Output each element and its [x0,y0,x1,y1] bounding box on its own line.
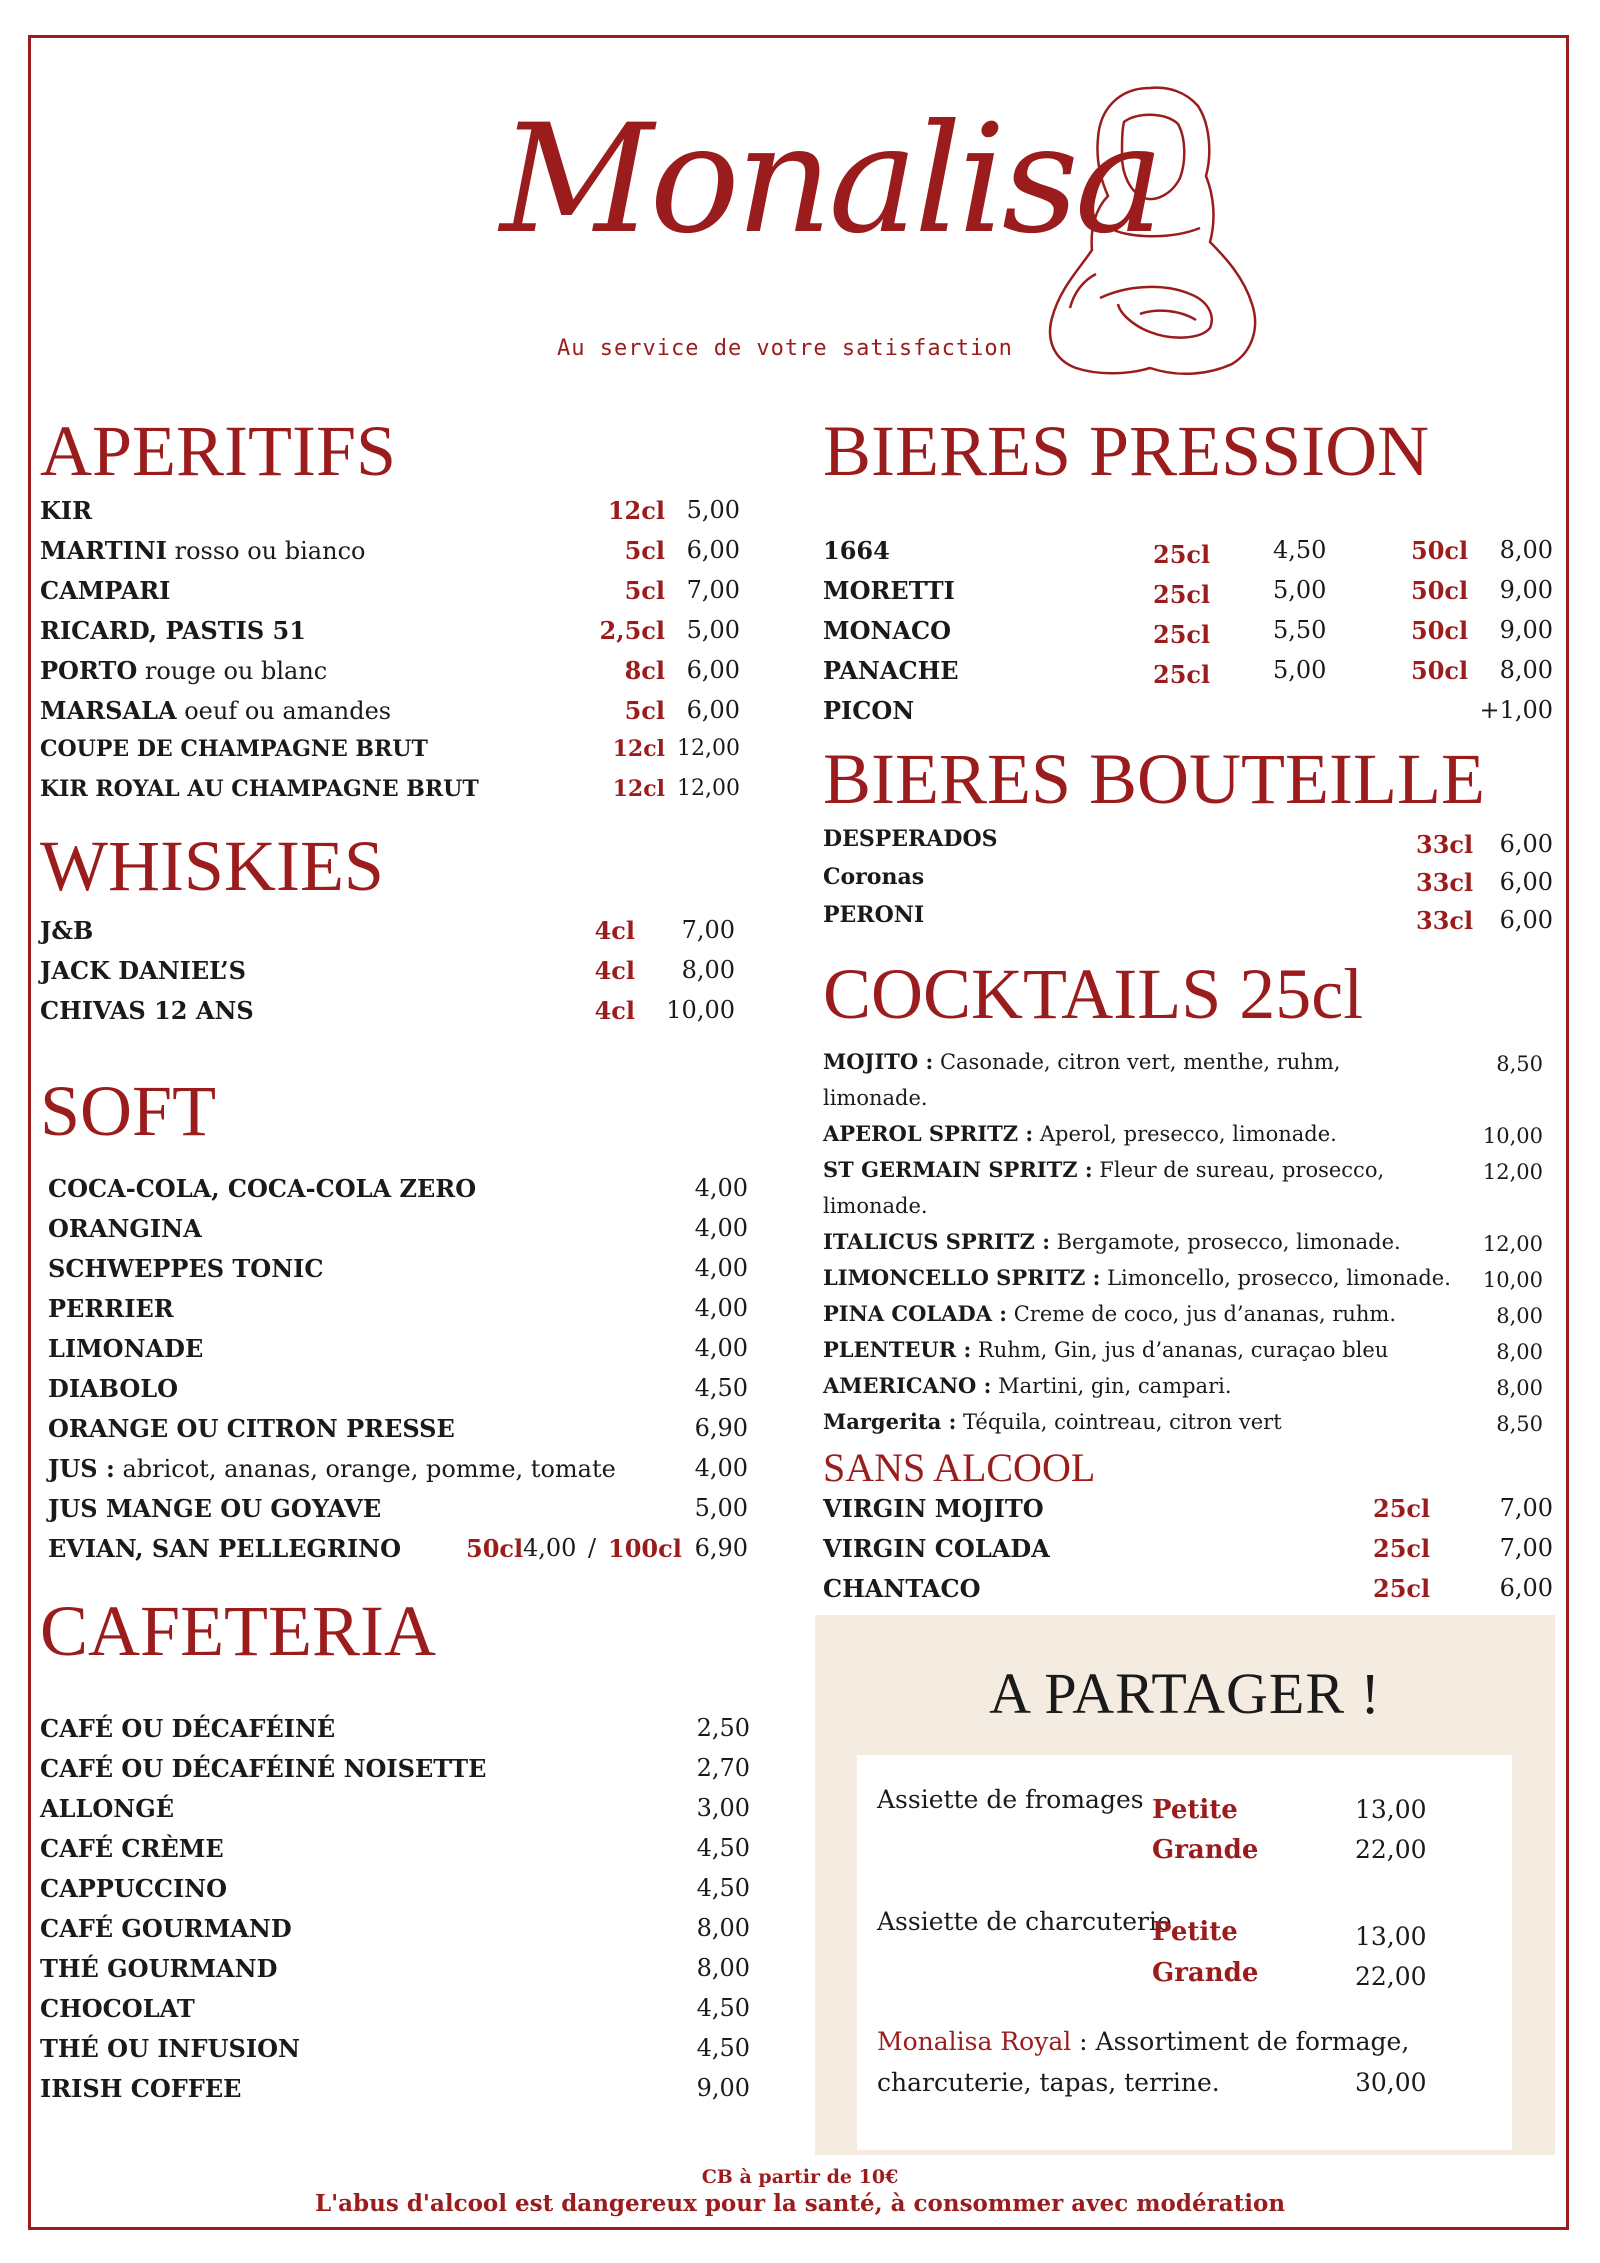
item-volume: 50cl [1411,656,1469,685]
cocktail-name [823,1044,1340,1080]
menu-row [823,1488,1553,1528]
menu-row [48,1448,748,1488]
cocktail-price: 8,00 [1496,1376,1543,1400]
fromages-price-large: 22,00 [1355,1835,1427,1864]
item-volume: 33cl [1416,830,1474,859]
menu-row [823,1528,1553,1568]
item-price: 7,00 [1499,1534,1553,1562]
item-volume: 5cl [624,696,665,725]
cocktail-title: ITALICUS SPRITZ : [823,1229,1050,1254]
item-name: THÉ GOURMAND [40,1954,278,1983]
menu-row [823,690,1553,730]
item-volume: 25cl [1373,1494,1431,1523]
item-volume: 5cl [624,536,665,565]
item-price: 7,00 [686,576,740,604]
menu-row [40,530,740,570]
item-price: 6,00 [1499,830,1553,858]
cocktail-row [823,1260,1543,1296]
soft-list [48,1168,748,1568]
menu-row [48,1208,748,1248]
cocktail-price: 8,50 [1496,1412,1543,1436]
item-price: 8,00 [1499,656,1553,684]
item-name: JUS : abricot, ananas, orange, pomme, tomate [48,1454,616,1483]
item-volume: 50cl [1411,536,1469,565]
cocktail-title: LIMONCELLO SPRITZ : [823,1265,1101,1290]
item-price: +1,00 [1479,696,1553,724]
item-name: CAFÉ OU DÉCAFÉINÉ [40,1714,336,1743]
menu-row [40,1708,760,1748]
item-volume: 50cl [1411,616,1469,645]
menu-row [40,730,740,770]
menu-row [823,610,1553,650]
cocktail-desc: Casonade, citron vert, menthe, ruhm, [933,1050,1341,1074]
cocktail-name [823,1152,1384,1188]
cocktail-row [823,1368,1543,1404]
item-volume: 12cl [607,496,665,525]
item-separator: / [588,1534,597,1562]
item-volume: 100cl [608,1534,682,1563]
item-price: 5,00 [1273,576,1327,604]
pression-heading: BIERES PRESSION [823,411,1430,491]
cocktail-price: 8,00 [1496,1304,1543,1328]
cocktail-title: PLENTEUR : [823,1337,972,1362]
item-name: LIMONADE [48,1334,204,1363]
item-price: 2,50 [696,1714,750,1742]
item-price: 7,00 [681,916,735,944]
item-volume: 25cl [1373,1574,1431,1603]
royal-price: 30,00 [1355,2068,1427,2097]
item-name: IRISH COFFEE [40,2074,242,2103]
cocktail-desc: Martini, gin, campari. [991,1374,1232,1398]
item-name: VIRGIN COLADA [823,1534,1050,1563]
cocktail-desc: Ruhm, Gin, jus d’ananas, curaçao bleu [971,1338,1389,1362]
menu-row [40,570,740,610]
menu-row [823,570,1553,610]
item-volume: 8cl [624,656,665,685]
cocktail-desc: Creme de coco, jus d’ananas, ruhm. [1007,1302,1397,1326]
menu-row [823,530,1553,570]
aperitifs-list [40,490,740,810]
charcuterie-size-large: Grande [1152,1958,1259,1988]
item-price: 8,00 [681,956,735,984]
sans-alcool-list [823,1488,1553,1608]
cocktail-row [823,1296,1543,1332]
item-name: DIABOLO [48,1374,179,1403]
item-volume: 50cl [1411,576,1469,605]
cocktail-row [823,1224,1543,1260]
cocktail-price: 10,00 [1482,1124,1543,1148]
item-price: 4,00 [694,1294,748,1322]
cocktail-price: 12,00 [1482,1232,1543,1256]
item-name: PICON [823,696,915,725]
item-price: 4,00 [694,1454,748,1482]
cocktail-desc-continued: limonade. [823,1194,928,1218]
royal-line-1 [877,2027,1409,2056]
footer-payment-note: CB à partir de 10€ [701,2166,899,2188]
item-name: PERONI [823,902,925,928]
cocktail-row [823,1116,1543,1152]
soft-heading: SOFT [40,1071,217,1151]
cocktail-name [823,1296,1396,1332]
menu-row [48,1488,748,1528]
item-name: Coronas [823,864,925,890]
item-desc: rouge ou blanc [137,657,328,685]
item-name: COUPE DE CHAMPAGNE BRUT [40,736,428,762]
fromages-name: Assiette de fromages [877,1785,1144,1814]
item-price: 9,00 [1499,616,1553,644]
item-price: 7,00 [1499,1494,1553,1522]
item-name: EVIAN, SAN PELLEGRINO [48,1534,402,1563]
item-name: CHIVAS 12 ANS [40,996,254,1025]
menu-row [48,1248,748,1288]
menu-row [48,1368,748,1408]
menu-row [40,1788,760,1828]
menu-row [48,1288,748,1328]
item-price: 8,00 [696,1954,750,1982]
item-price: 9,00 [1499,576,1553,604]
item-price: 6,00 [1499,1574,1553,1602]
menu-row [40,1748,760,1788]
item-volume: 25cl [1153,620,1211,649]
cocktail-row [823,1044,1543,1080]
menu-row [40,690,740,730]
cocktail-title: PINA COLADA : [823,1301,1008,1326]
item-name: ALLONGÉ [40,1794,175,1823]
cafeteria-heading: CAFETERIA [40,1591,436,1671]
cocktail-title: AMERICANO : [823,1373,992,1398]
menu-row [48,1408,748,1448]
menu-row [40,1908,760,1948]
menu-row [40,990,740,1030]
item-name: RICARD, PASTIS 51 [40,616,306,645]
item-name: PANACHE [823,656,959,685]
cocktail-desc: Aperol, presecco, limonade. [1033,1122,1337,1146]
cocktail-row [823,1152,1543,1188]
cocktail-title: MOJITO : [823,1049,934,1074]
item-price: 5,00 [686,496,740,524]
item-desc: rosso ou bianco [166,537,366,565]
menu-row [40,1948,760,1988]
menu-row [40,1988,760,2028]
item-volume: 25cl [1153,580,1211,609]
item-price: 4,00 [523,1534,577,1562]
fromages-price-small: 13,00 [1355,1795,1427,1824]
item-price: 6,00 [686,536,740,564]
charcuterie-price-large: 22,00 [1355,1962,1427,1991]
menu-row [40,650,740,690]
item-volume: 25cl [1153,540,1211,569]
menu-row [40,2028,760,2068]
item-name: CAFÉ OU DÉCAFÉINÉ NOISETTE [40,1754,487,1783]
menu-row [48,1528,748,1568]
item-name: J&B [40,916,94,945]
menu-row [40,1868,760,1908]
item-price: 4,50 [696,1994,750,2022]
item-volume: 12cl [612,736,665,762]
share-panel [815,1615,1555,2155]
item-price: 12,00 [677,776,740,801]
cocktails-list [823,1044,1543,1440]
item-volume: 33cl [1416,906,1474,935]
item-price: 6,90 [694,1414,748,1442]
item-price: 8,00 [1499,536,1553,564]
charcuterie-name: Assiette de charcuterie [877,1907,1172,1936]
item-volume: 25cl [1153,660,1211,689]
item-volume: 5cl [624,576,665,605]
menu-row [40,910,740,950]
item-price: 8,00 [696,1914,750,1942]
cocktail-name [823,1116,1337,1152]
item-name: VIRGIN MOJITO [823,1494,1044,1523]
menu-row [823,900,1553,938]
item-name: ORANGE OU CITRON PRESSE [48,1414,455,1443]
item-name: CAFÉ CRÈME [40,1834,224,1863]
share-heading: A PARTAGER ! [989,1661,1381,1726]
item-price: 6,00 [686,696,740,724]
item-name: THÉ OU INFUSION [40,2034,300,2063]
item-name: MONACO [823,616,952,645]
cocktail-title: ST GERMAIN SPRITZ : [823,1157,1093,1182]
fromages-size-large: Grande [1152,1835,1259,1865]
item-volume: 4cl [594,916,635,945]
mona-lisa-illustration [1040,78,1265,393]
menu-row [40,1828,760,1868]
brand-logo [500,80,1161,330]
menu-row [40,950,740,990]
cocktail-row-continued [823,1188,1543,1224]
cocktail-name [823,1260,1451,1296]
item-price: 6,00 [1499,868,1553,896]
cocktail-price: 10,00 [1482,1268,1543,1292]
item-price: 10,00 [666,996,735,1024]
item-volume: 33cl [1416,868,1474,897]
item-name: MORETTI [823,576,955,605]
royal-desc-2: charcuterie, tapas, terrine. [877,2068,1220,2097]
charcuterie-price-small: 13,00 [1355,1922,1427,1951]
item-price: 2,70 [696,1754,750,1782]
menu-row [40,490,740,530]
cocktail-price: 8,00 [1496,1340,1543,1364]
item-price: 4,50 [696,1874,750,1902]
item-desc: abricot, ananas, orange, pomme, tomate [114,1455,616,1483]
item-name: COCA-COLA, COCA-COLA ZERO [48,1174,477,1203]
item-name: PERRIER [48,1294,174,1323]
cocktail-title: APEROL SPRITZ : [823,1121,1034,1146]
share-card [857,1755,1512,2150]
menu-row [40,770,740,810]
cocktail-desc: Téquila, cointreau, citron vert [956,1410,1282,1434]
royal-name: Monalisa Royal [877,2027,1072,2056]
item-volume: 25cl [1373,1534,1431,1563]
item-name: DESPERADOS [823,826,998,852]
menu-row [40,2068,760,2108]
cocktail-name [823,1332,1388,1368]
item-name: CAPPUCCINO [40,1874,228,1903]
item-name: MARSALA oeuf ou amandes [40,696,392,725]
footer-health-warning: L'abus d'alcool est dangereux pour la santé, à consommer avec modération [314,2190,1286,2217]
item-volume: 12cl [612,776,665,802]
charcuterie-size-small: Petite [1152,1917,1238,1947]
menu-row [823,650,1553,690]
item-name: CAFÉ GOURMAND [40,1914,292,1943]
fromages-size-small: Petite [1152,1795,1238,1825]
item-price: 12,00 [677,736,740,761]
royal-desc-1: : Assortiment de formage, [1071,2027,1410,2056]
item-price: 4,00 [694,1174,748,1202]
bouteille-heading: BIERES BOUTEILLE [823,739,1485,819]
item-price: 4,50 [696,2034,750,2062]
item-name: JACK DANIEL’S [40,956,246,985]
cocktail-title: Margerita : [823,1409,957,1434]
item-price: 5,00 [694,1494,748,1522]
cocktail-desc: Bergamote, prosecco, limonade. [1049,1230,1401,1254]
cocktail-name [823,1404,1282,1440]
item-price: 6,90 [694,1534,748,1562]
item-price: 4,00 [694,1334,748,1362]
menu-row [48,1328,748,1368]
cocktail-price: 8,50 [1496,1052,1543,1076]
item-name: JUS MANGE OU GOYAVE [48,1494,382,1523]
menu-row [823,862,1553,900]
menu-row [823,1568,1553,1608]
item-price: 9,00 [696,2074,750,2102]
brand-name: Monalisa [500,93,1161,267]
cocktail-row [823,1404,1543,1440]
item-price: 4,50 [696,1834,750,1862]
cocktail-price: 12,00 [1482,1160,1543,1184]
item-name: ORANGINA [48,1214,202,1243]
item-volume: 4cl [594,996,635,1025]
whiskies-heading: WHISKIES [40,826,384,906]
menu-row [823,824,1553,862]
item-price: 5,00 [686,616,740,644]
cocktail-name [823,1368,1232,1404]
item-volume: 2,5cl [599,616,665,645]
item-volume: 50cl [466,1534,524,1563]
item-price: 3,00 [696,1794,750,1822]
item-price: 5,00 [1273,656,1327,684]
aperitifs-heading: APERITIFS [40,411,397,491]
item-name: KIR [40,496,93,525]
item-desc: oeuf ou amandes [176,697,392,725]
item-volume: 4cl [594,956,635,985]
item-price: 4,50 [694,1374,748,1402]
cocktail-desc: Limoncello, prosecco, limonade. [1100,1266,1451,1290]
item-name: CAMPARI [40,576,171,605]
pression-list [823,530,1553,730]
item-price: 4,50 [1273,536,1327,564]
item-price: 5,50 [1273,616,1327,644]
item-name: MARTINI rosso ou bianco [40,536,366,565]
cocktails-heading: COCKTAILS 25cl [823,954,1364,1034]
item-price: 4,00 [694,1254,748,1282]
cocktail-row-continued [823,1080,1543,1116]
item-name: CHANTACO [823,1574,981,1603]
item-name: KIR ROYAL AU CHAMPAGNE BRUT [40,776,479,802]
item-price: 4,00 [694,1214,748,1242]
item-name: CHOCOLAT [40,1994,195,2023]
item-price: 6,00 [1499,906,1553,934]
cocktail-desc-continued: limonade. [823,1086,928,1110]
item-price: 6,00 [686,656,740,684]
bouteille-list [823,824,1553,938]
item-name: PORTO rouge ou blanc [40,656,328,685]
item-name: SCHWEPPES TONIC [48,1254,324,1283]
menu-row [48,1168,748,1208]
brand-tagline: Au service de votre satisfaction [557,336,1013,361]
menu-row [40,610,740,650]
cocktail-desc: Fleur de sureau, prosecco, [1092,1158,1385,1182]
cocktail-row [823,1332,1543,1368]
cafeteria-list [40,1708,760,2108]
cocktail-name [823,1224,1401,1260]
sans-alcool-heading: SANS ALCOOL [823,1445,1096,1490]
item-name: 1664 [823,536,890,565]
whiskies-list [40,910,740,1030]
